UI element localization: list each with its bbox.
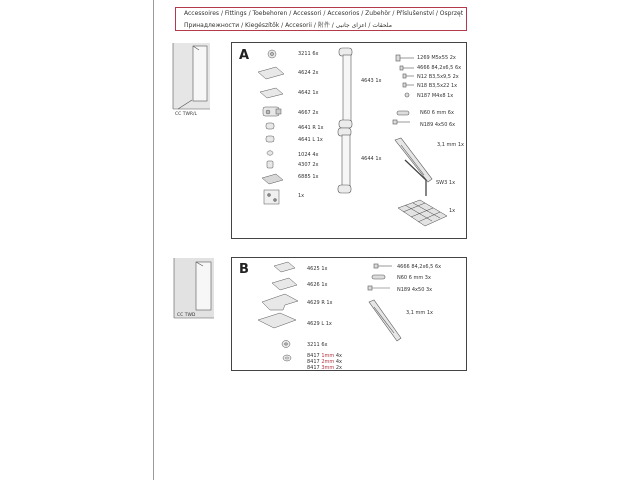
a-hex-key-label: SW3 1x (436, 180, 456, 186)
part-3211-cap-b (282, 341, 290, 348)
a-screw-label-2: 4666 84,2x6,5 6x (417, 65, 462, 71)
a-left-label-1: 3211 6x (298, 51, 319, 57)
part-4625-plate (274, 262, 295, 272)
spacer-qty: 4x (335, 359, 342, 365)
spacer-code: 8417 (307, 359, 320, 365)
a-left-label-3: 4642 1x (298, 90, 319, 96)
a-left-label-7: 1024 4x (298, 152, 319, 158)
a-left-label-8: 4307 2x (298, 162, 319, 168)
screw-4666-b (374, 264, 392, 268)
drill-bit-b (369, 300, 401, 341)
b-screw-label-3: N189 4x50 3x (397, 287, 433, 293)
a-left-label-9: 6885 1x (298, 174, 319, 180)
spacer-size: 2mm (321, 359, 335, 365)
a-tile-label: 1x (449, 208, 456, 214)
b-screw-label-1: 4666 84,2x6,5 6x (397, 264, 442, 270)
a-left-label-6: 4641 L 1x (298, 137, 323, 143)
spacer-qty: 2x (335, 365, 342, 371)
a-screw-label-7: N189 4x50 6x (420, 122, 456, 128)
a-left-label-10: 1x (298, 193, 305, 199)
a-drill-label: 3,1 mm 1x (437, 142, 465, 148)
spacer-code: 8417 (307, 365, 320, 371)
header-line-2: Принадлежности / Kiegészítők / Accesorii / 附件 / ملحقات / اعزای جانبی (184, 22, 392, 29)
b-left-label-5: 3211 6x (307, 342, 328, 348)
a-screw-label-1: 1269 M5x55 2x (417, 55, 456, 61)
panel-a-letter: A (239, 48, 250, 63)
b-screw-label-2: N60 6 mm 3x (397, 275, 431, 281)
a-screw-label-5: N187 M4x8 1x (417, 93, 454, 99)
a-screw-label-3: N12 B3,5x9,5 2x (417, 74, 459, 80)
part-4626-plate (272, 278, 297, 290)
b-left-label-3: 4629 R 1x (307, 300, 333, 306)
a-left-label-2: 4624 2x (298, 70, 319, 76)
spacer-qty: 4x (335, 353, 342, 359)
screw-n189-b (368, 286, 390, 290)
a-left-label-4: 4667 2x (298, 110, 319, 116)
a-left-label-5: 4641 R 1x (298, 125, 324, 131)
spacer-size: 1mm (321, 353, 335, 359)
part-4629-r-bracket (262, 294, 298, 310)
a-handle-label-1: 4643 1x (361, 78, 382, 84)
b-left-label-4: 4629 L 1x (307, 321, 332, 327)
dowel-n60-b (372, 275, 385, 279)
a-handle-label-2: 4644 1x (361, 156, 382, 162)
header-line-1: Accessoires / Fittings / Toebehoren / Accessori / Accesorios / Zubehör / Příslušenství / Osprzęt (184, 10, 464, 17)
a-screw-label-4: N18 B3,5x22 1x (417, 83, 458, 89)
part-8417-spacer (283, 355, 291, 361)
b-drill-label: 3,1 mm 1x (406, 310, 434, 316)
b-spacer-row-3 (307, 365, 342, 371)
b-left-label-1: 4625 1x (307, 266, 328, 272)
b-left-label-2: 4626 1x (307, 282, 328, 288)
panel-b-letter: B (239, 262, 249, 277)
part-4629-l-bracket (258, 313, 296, 328)
thumbnail-a-label: CC TWR/L (175, 112, 198, 117)
spacer-code: 8417 (307, 353, 320, 359)
a-screw-label-6: N60 6 mm 6x (420, 110, 454, 116)
thumbnail-b-label: CC TWD (177, 313, 196, 318)
spacer-size: 3mm (321, 365, 335, 371)
